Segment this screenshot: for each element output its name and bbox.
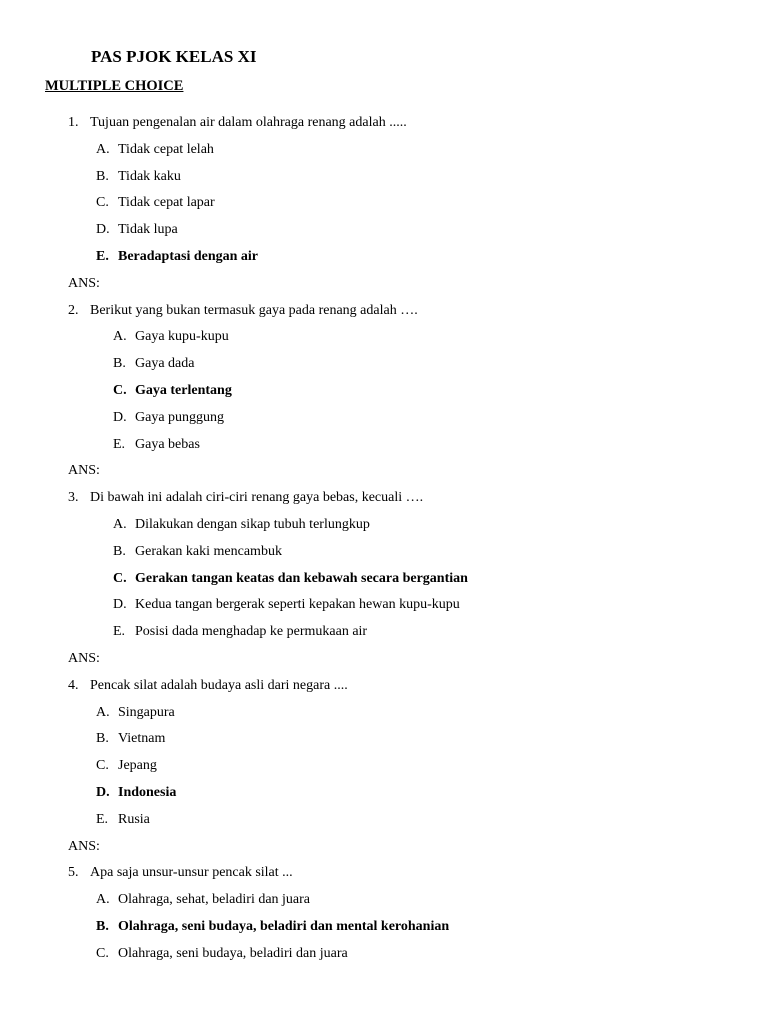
question-2-text: Berikut yang bukan termasuk gaya pada renang adalah …. [90,302,418,318]
option-4-2-text: Vietnam [118,731,166,747]
option-2-3 [113,382,232,400]
option-1-1-marker: A. [96,141,110,157]
question-5-marker: 5. [68,865,79,881]
question-3-text: Di bawah ini adalah ciri-ciri renang gaya bebas, kecuali …. [90,490,424,506]
option-5-2 [96,918,449,936]
option-4-1-text: Singapura [118,704,175,720]
question-3 [68,489,423,507]
option-2-4-marker: D. [113,409,127,425]
answer-line-1 [68,275,100,293]
option-2-4 [113,409,224,427]
option-3-4-marker: D. [113,597,127,613]
option-1-5 [96,248,258,266]
option-5-3 [96,945,348,963]
option-1-3 [96,194,215,212]
option-1-5-marker: E. [96,249,109,264]
option-4-4 [96,784,176,802]
option-5-1-text: Olahraga, sehat, beladiri dan juara [118,892,311,908]
question-1-marker: 1. [68,115,79,130]
option-1-4-marker: D. [96,222,110,238]
option-1-3-text: Tidak cepat lapar [118,195,215,211]
option-1-5-text: Beradaptasi dengan air [118,249,259,264]
option-4-4-text: Indonesia [118,785,177,800]
option-4-1 [96,704,175,722]
option-1-2 [96,168,181,186]
question-1 [68,114,407,132]
question-4-marker: 4. [68,677,79,693]
option-4-5-marker: E. [96,811,109,827]
option-1-1 [96,141,214,159]
question-4-text: Pencak silat adalah budaya asli dari negara .... [90,677,348,693]
question-1-text: Tujuan pengenalan air dalam olahraga renang adalah ..... [90,115,407,130]
option-3-2-text: Gerakan kaki mencambuk [135,543,282,559]
option-5-1 [96,891,310,909]
option-3-5 [113,623,367,641]
option-5-3-text: Olahraga, seni budaya, beladiri dan juara [118,945,348,961]
option-2-5 [113,436,200,454]
option-2-1 [113,328,229,346]
option-3-1-marker: A. [113,517,127,532]
page-title: PAS PJOK KELAS XI [91,47,257,66]
question-2 [68,302,418,320]
option-2-2-text: Gaya dada [135,356,195,372]
option-4-5 [96,811,150,829]
option-4-3 [96,757,157,775]
option-3-5-text: Posisi dada menghadap ke permukaan air [135,624,368,640]
option-4-4-marker: D. [96,785,110,800]
option-3-2 [113,543,282,561]
option-3-4-text: Kedua tangan bergerak seperti kepakan hewan kupu-kupu [135,597,460,613]
option-2-2 [113,355,194,373]
option-4-2-marker: B. [96,731,109,747]
option-5-3-marker: C. [96,945,109,961]
answer-label: ANS: [68,838,100,854]
option-2-3-text: Gaya terlentang [135,383,232,398]
option-1-2-marker: B. [96,168,109,184]
option-4-3-marker: C. [96,758,109,774]
answer-line-3 [68,650,100,668]
option-3-2-marker: B. [113,543,126,559]
option-3-3-text: Gerakan tangan keatas dan kebawah secara bergantian [135,570,468,586]
option-1-4 [96,221,178,239]
answer-line-4 [68,838,100,856]
question-4 [68,677,348,695]
answer-label: ANS: [68,463,100,479]
option-3-1 [113,516,370,534]
option-2-5-text: Gaya bebas [135,436,200,452]
answer-line-2 [68,462,100,480]
option-3-3 [113,570,468,588]
option-4-3-text: Jepang [118,758,157,774]
section-heading: MULTIPLE CHOICE [45,78,184,94]
option-3-4 [113,596,460,614]
option-1-4-text: Tidak lupa [118,222,178,238]
option-3-1-text: Dilakukan dengan sikap tubuh terlungkup [135,517,370,532]
option-2-2-marker: B. [113,356,126,372]
option-2-3-marker: C. [113,383,127,398]
option-2-1-text: Gaya kupu-kupu [135,329,229,345]
answer-label: ANS: [68,651,100,666]
option-1-2-text: Tidak kaku [118,168,181,184]
option-5-2-marker: B. [96,919,109,934]
option-4-1-marker: A. [96,704,110,720]
option-2-4-text: Gaya punggung [135,409,225,425]
option-4-5-text: Rusia [118,811,150,827]
option-1-3-marker: C. [96,195,109,211]
question-5 [68,864,293,882]
question-2-marker: 2. [68,302,79,318]
option-4-2 [96,730,165,748]
option-2-5-marker: E. [113,436,126,452]
option-5-1-marker: A. [96,892,110,908]
option-2-1-marker: A. [113,329,127,345]
question-5-text: Apa saja unsur-unsur pencak silat ... [90,865,293,881]
question-3-marker: 3. [68,490,79,506]
option-1-1-text: Tidak cepat lelah [118,141,214,157]
answer-label: ANS: [68,275,100,291]
option-3-3-marker: C. [113,570,127,586]
option-3-5-marker: E. [113,624,126,640]
option-5-2-text: Olahraga, seni budaya, beladiri dan mental kerohanian [118,919,450,934]
